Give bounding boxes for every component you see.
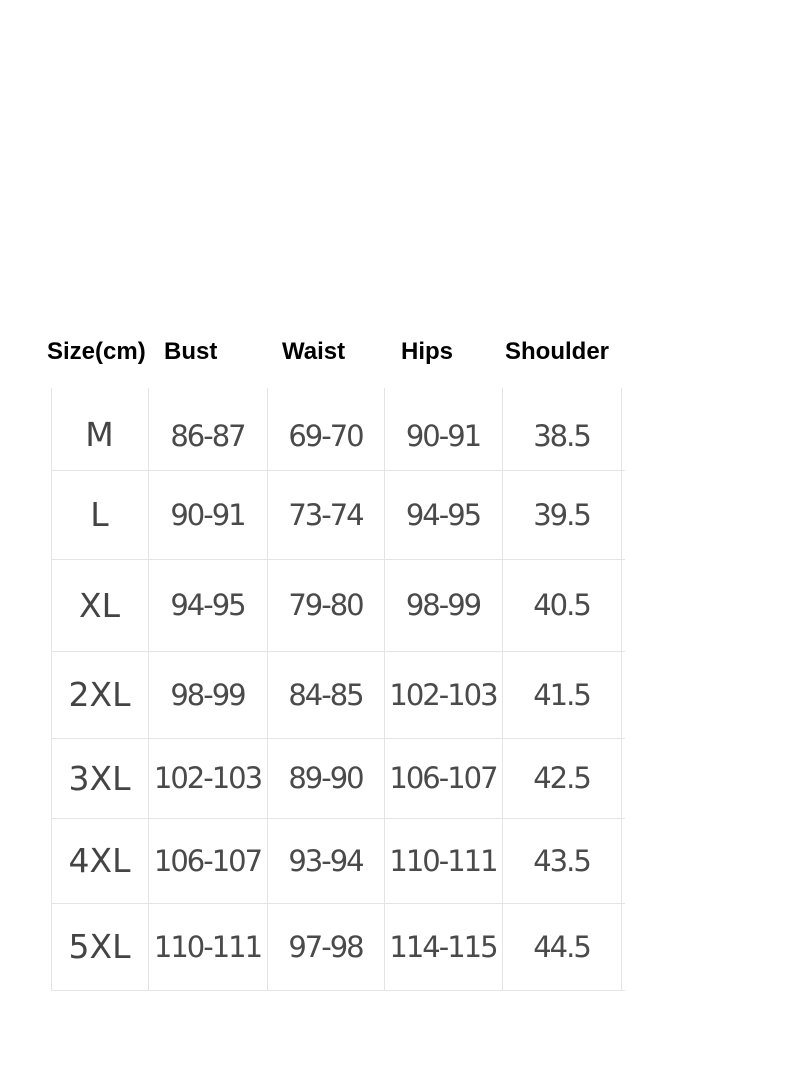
size-chart-table <box>51 388 625 991</box>
waist-cell: 79-80 <box>288 588 363 622</box>
waist-cell: 89-90 <box>288 761 363 795</box>
hips-cell: 90-91 <box>405 419 481 453</box>
waist-cell: 73-74 <box>288 497 363 532</box>
table-row <box>51 470 625 559</box>
table-row <box>51 388 625 480</box>
size-cell: 2XL <box>68 675 131 714</box>
bust-cell: 94-95 <box>170 588 245 622</box>
hips-cell: 114-115 <box>389 929 497 964</box>
bust-cell: 90-91 <box>170 497 245 532</box>
grid-line <box>51 990 625 991</box>
size-cell: XL <box>79 585 120 625</box>
table-row <box>51 651 625 738</box>
header-bust: Bust <box>164 338 218 365</box>
hips-cell: 106-107 <box>389 761 497 795</box>
table-row <box>51 903 625 990</box>
shoulder-cell: 38.5 <box>533 419 590 453</box>
header-hips: Hips <box>401 338 454 365</box>
bust-cell: 98-99 <box>170 677 245 712</box>
shoulder-cell: 42.5 <box>533 761 590 795</box>
waist-cell: 69-70 <box>288 419 363 453</box>
size-chart-header <box>0 336 800 372</box>
header-shoulder: Shoulder <box>505 338 610 365</box>
bust-cell: 86-87 <box>170 419 245 453</box>
size-cell: 4XL <box>68 841 131 880</box>
bust-cell: 110-111 <box>153 929 262 964</box>
waist-cell: 97-98 <box>288 929 363 964</box>
hips-cell: 94-95 <box>405 497 481 532</box>
size-cell: 5XL <box>68 927 131 966</box>
shoulder-cell: 41.5 <box>533 677 590 712</box>
table-row <box>51 738 625 818</box>
hips-cell: 102-103 <box>389 677 497 712</box>
shoulder-cell: 40.5 <box>533 588 590 622</box>
size-cell: 3XL <box>68 758 131 798</box>
shoulder-cell: 43.5 <box>533 843 590 878</box>
waist-cell: 93-94 <box>288 843 363 878</box>
size-cell: M <box>85 414 114 454</box>
waist-cell: 84-85 <box>288 677 363 712</box>
table-row <box>51 818 625 903</box>
hips-cell: 110-111 <box>389 843 497 878</box>
size-cell: L <box>90 495 109 534</box>
shoulder-cell: 44.5 <box>533 929 590 964</box>
table-row <box>51 559 625 651</box>
hips-cell: 98-99 <box>405 588 481 622</box>
header-size: Size(cm) <box>47 338 146 365</box>
header-waist: Waist <box>282 338 346 365</box>
bust-cell: 102-103 <box>153 761 262 795</box>
bust-cell: 106-107 <box>153 843 262 878</box>
shoulder-cell: 39.5 <box>533 497 590 532</box>
